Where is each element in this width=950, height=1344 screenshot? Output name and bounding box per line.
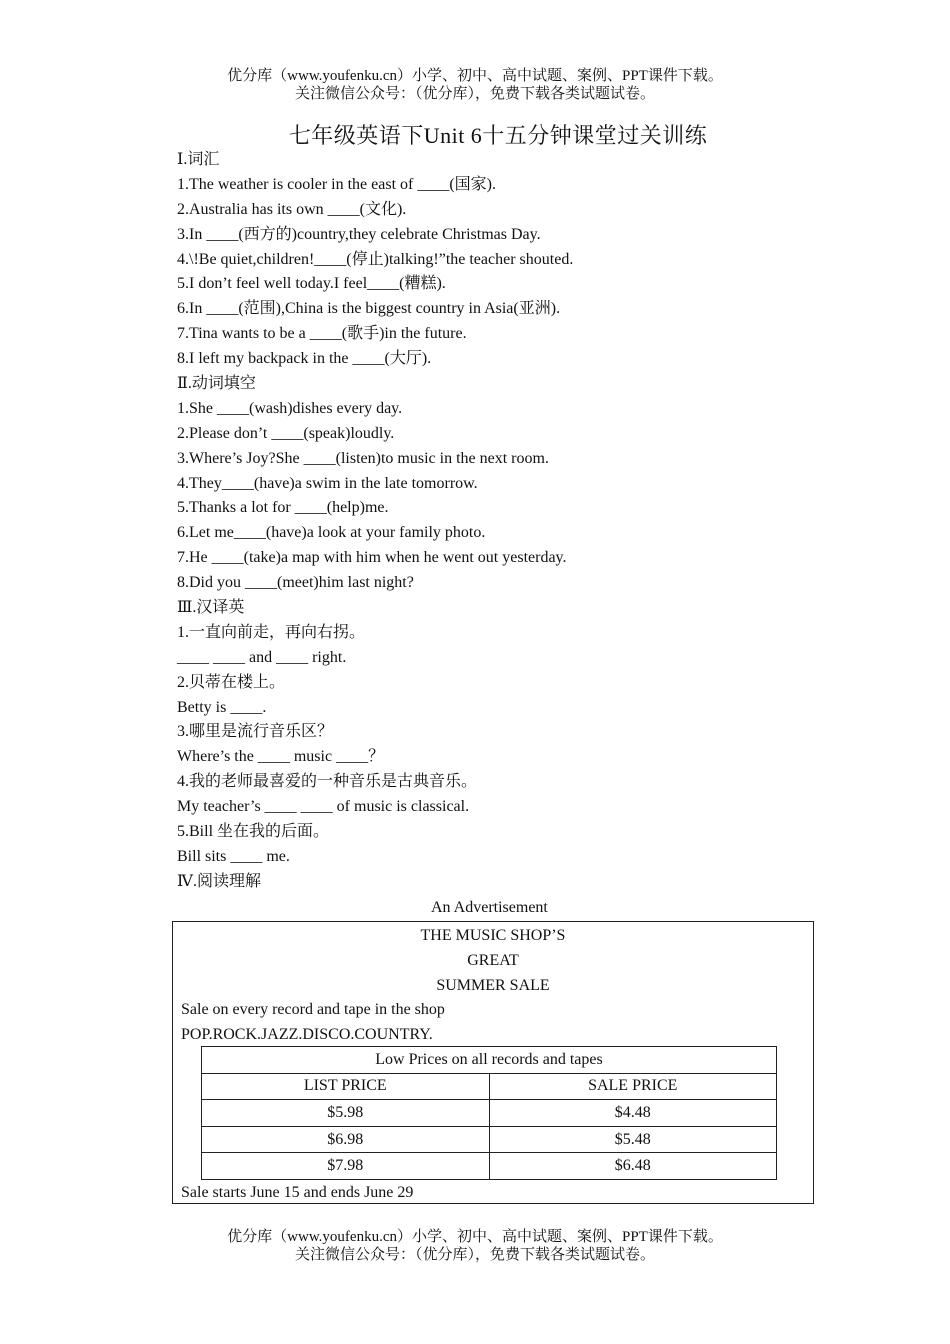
question-line: 8.Did you ____(meet)him last night?: [177, 574, 414, 592]
list-price-header: LIST PRICE: [202, 1073, 490, 1100]
question-line: 5.I don’t feel well today.I feel____(糟糕).: [177, 275, 446, 293]
sale-price-cell: $6.48: [489, 1153, 777, 1180]
question-line: 2.Australia has its own ____(文化).: [177, 200, 407, 218]
header-line-1: 优分库（www.youfenku.cn）小学、初中、高中试题、案例、PPT课件下载。: [227, 68, 723, 84]
ad-genres: POP.ROCK.JAZZ.DISCO.COUNTRY.: [181, 1026, 433, 1043]
answer-line: Bill sits ____ me.: [177, 847, 290, 865]
question-line: 3.In ____(西方的)country,they celebrate Christmas Day.: [177, 225, 541, 243]
question-line: 1.The weather is cooler in the east of ____(国家).: [177, 175, 497, 193]
question-line: 5.Bill 坐在我的后面。: [177, 823, 330, 841]
question-line: 4.我的老师最喜爱的一种音乐是古典音乐。: [177, 773, 478, 791]
question-line: 4.\!Be quiet,children!____(停止)talking!”the teacher shouted.: [177, 250, 574, 268]
question-line: 3.Where’s Joy?She ____(listen)to music in the next room.: [177, 449, 549, 467]
footer-line-2: 关注微信公众号：（优分库），免费下载各类试题试卷。: [294, 1247, 655, 1263]
question-line: 2.贝蒂在楼上。: [177, 673, 286, 691]
ad-title-line-1: THE MUSIC SHOP’S: [420, 927, 566, 944]
table-row: [202, 1153, 777, 1180]
footer-line-1: 优分库（www.youfenku.cn）小学、初中、高中试题、案例、PPT课件下载。: [227, 1229, 723, 1245]
answer-line: Where’s the ____ music ____？: [177, 748, 385, 766]
price-table-caption: Low Prices on all records and tapes: [202, 1047, 777, 1074]
section-heading: Ⅰ.词汇: [177, 151, 220, 168]
question-line: 1.一直向前走，再向右拐。: [177, 623, 366, 641]
list-price-cell: $5.98: [202, 1100, 490, 1127]
question-line: 6.In ____(范围),China is the biggest country in Asia(亚洲).: [177, 300, 561, 318]
sale-price-cell: $5.48: [489, 1126, 777, 1153]
answer-line: My teacher’s ____ ____ of music is classical.: [177, 798, 470, 816]
page-title: 七年级英语下Unit 6十五分钟课堂过关训练: [288, 123, 708, 148]
list-price-cell: $6.98: [202, 1126, 490, 1153]
price-table: [201, 1046, 777, 1180]
section-heading: Ⅳ.阅读理解: [177, 872, 261, 890]
question-line: 1.She ____(wash)dishes every day.: [177, 399, 403, 417]
advertisement-caption: An Advertisement: [431, 899, 548, 916]
question-line: 7.Tina wants to be a ____(歌手)in the future.: [177, 325, 467, 343]
question-line: 6.Let me____(have)a look at your family photo.: [177, 524, 486, 542]
site-footer: [0, 1228, 950, 1264]
ad-sale-note: Sale on every record and tape in the shop: [181, 1001, 445, 1018]
sale-price-cell: $4.48: [489, 1100, 777, 1127]
ad-title-line-2: GREAT: [467, 952, 519, 969]
section-heading: Ⅱ.动词填空: [177, 375, 256, 393]
header-line-2: 关注微信公众号：（优分库），免费下载各类试题试卷。: [294, 86, 655, 102]
ad-title-line-3: SUMMER SALE: [436, 977, 550, 994]
section-heading: Ⅲ.汉译英: [177, 599, 245, 617]
answer-line: ____ ____ and ____ right.: [177, 648, 347, 666]
table-row: [202, 1100, 777, 1127]
question-line: 8.I left my backpack in the ____(大厅).: [177, 350, 432, 368]
exercise-content: [177, 148, 827, 895]
table-row: [202, 1126, 777, 1153]
site-header: [0, 67, 950, 103]
question-line: 4.They____(have)a swim in the late tomorrow.: [177, 474, 478, 492]
price-table-header-row: [202, 1073, 777, 1100]
sale-price-header: SALE PRICE: [489, 1073, 777, 1100]
question-line: 5.Thanks a lot for ____(help)me.: [177, 499, 389, 517]
price-table-caption-row: [202, 1047, 777, 1074]
answer-line: Betty is ____.: [177, 698, 267, 716]
ad-sale-dates: Sale starts June 15 and ends June 29: [181, 1184, 414, 1201]
question-line: 2.Please don’t ____(speak)loudly.: [177, 424, 395, 442]
list-price-cell: $7.98: [202, 1153, 490, 1180]
question-line: 3.哪里是流行音乐区？: [177, 723, 334, 741]
question-line: 7.He ____(take)a map with him when he went out yesterday.: [177, 549, 567, 567]
advertisement-box: [172, 921, 814, 1204]
